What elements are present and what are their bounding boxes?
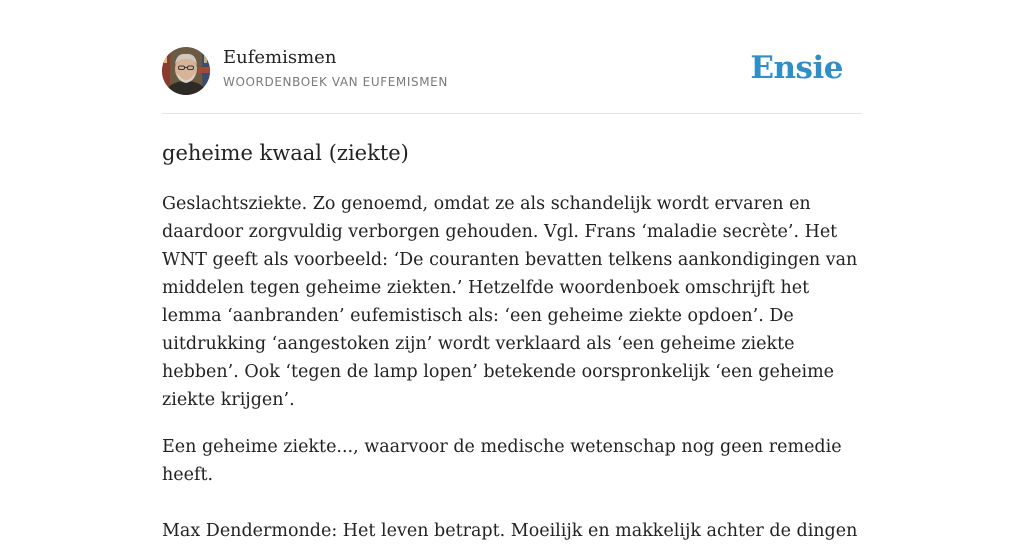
- header-divider: [162, 113, 862, 114]
- avatar[interactable]: [162, 47, 210, 95]
- entry-source: Max Dendermonde: Het leven betrapt. Moeilijk en makkelijk achter de dingen: [162, 521, 858, 541]
- header: [162, 46, 862, 96]
- entry-quote: Een geheime ziekte..., waarvoor de medische wetenschap nog geen remedie heeft.: [162, 437, 842, 485]
- dictionary-subtitle[interactable]: WOORDENBOEK VAN EUFEMISMEN: [223, 75, 448, 89]
- entry-definition: Geslachtsziekte. Zo genoemd, omdat ze als schandelijk wordt ervaren en daardoor zorgvuldig verborgen gehouden. Vgl. Frans ‘maladie secrète’. Het WNT geeft als voorbeeld: ‘De couranten bevatten telkens aankondigingen van middelen tegen geheime ziekten.’ Hetzelfde woordenboek omschrijft het lemma ‘aanbranden’ eufemistisch als: ‘een geheime ziekte opdoen’. De uitdrukking ‘aangestoken zijn’ wordt verklaard als ‘een geheime ziekte hebben’. Ook ‘tegen de lamp lopen’ betekende oorspronkelijk ‘een geheime ziekte krijgen’.: [162, 194, 858, 410]
- entry-title: geheime kwaal (ziekte): [162, 141, 409, 165]
- entry-body: [162, 190, 862, 545]
- author-portrait-icon: [162, 47, 210, 95]
- site-logo[interactable]: Ensie: [750, 50, 843, 86]
- author-name[interactable]: Eufemismen: [223, 47, 337, 68]
- page: [162, 0, 862, 541]
